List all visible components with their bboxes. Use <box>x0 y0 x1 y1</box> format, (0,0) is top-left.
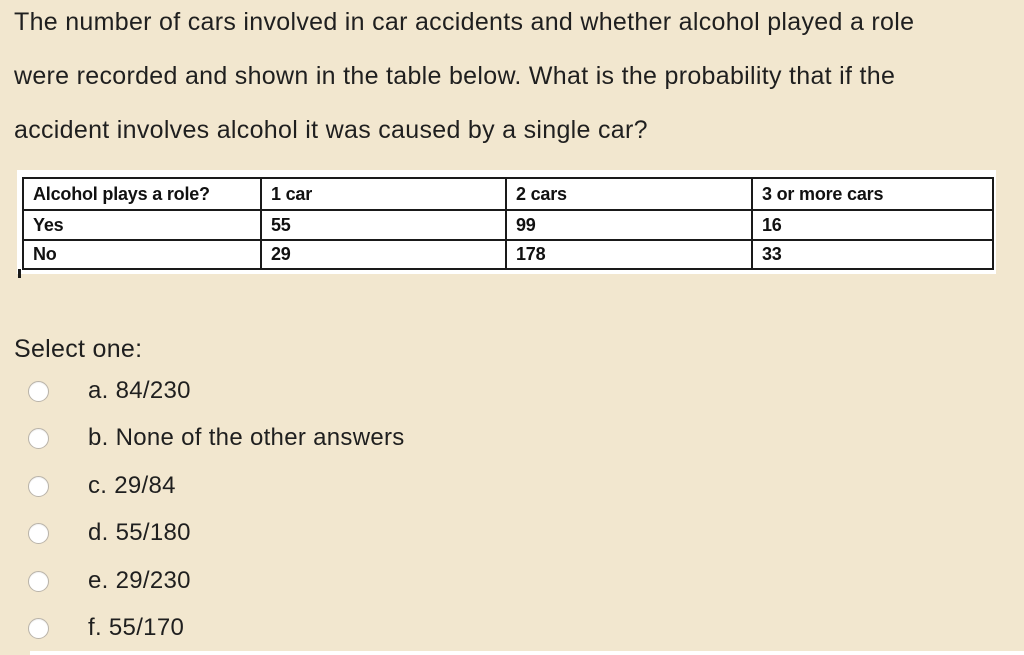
table-row <box>23 210 993 240</box>
table-cell: 99 <box>506 210 752 240</box>
table-cell: 55 <box>261 210 506 240</box>
option-row-a[interactable] <box>28 367 191 415</box>
option-row-d[interactable] <box>28 509 191 557</box>
option-row-e[interactable] <box>28 557 191 605</box>
option-row-f[interactable] <box>28 604 184 652</box>
radio-button-d[interactable] <box>28 523 49 544</box>
radio-button-f[interactable] <box>28 618 49 639</box>
table-header-row <box>23 178 993 210</box>
text-cursor-artifact <box>18 269 21 278</box>
data-table-image <box>17 170 996 274</box>
question-line: The number of cars involved in car accidents and whether alcohol played a role <box>14 8 915 36</box>
table-header-cell: Alcohol plays a role? <box>23 178 261 210</box>
question-text <box>14 0 1020 157</box>
table-cell: 178 <box>506 240 752 269</box>
option-f-label: f. 55/170 <box>88 614 185 641</box>
table-header-cell: 1 car <box>261 178 506 210</box>
radio-button-a[interactable] <box>28 381 49 402</box>
table-header-cell: 2 cars <box>506 178 752 210</box>
option-b-label: b. None of the other answers <box>88 424 405 451</box>
option-row-b[interactable] <box>28 414 405 462</box>
table-cell: 16 <box>752 210 993 240</box>
table-cell: 29 <box>261 240 506 269</box>
table-row <box>23 240 993 269</box>
table-header-cell: 3 or more cars <box>752 178 993 210</box>
option-d-label: d. 55/180 <box>88 519 191 546</box>
question-line: accident involves alcohol it was caused by a single car? <box>14 116 648 144</box>
option-c-label: c. 29/84 <box>88 472 176 499</box>
option-row-c[interactable] <box>28 462 176 510</box>
radio-button-e[interactable] <box>28 571 49 592</box>
select-one-label: Select one: <box>14 335 143 363</box>
table-cell: 33 <box>752 240 993 269</box>
radio-button-c[interactable] <box>28 476 49 497</box>
option-e-label: e. 29/230 <box>88 567 191 594</box>
table-cell: Yes <box>23 210 261 240</box>
bottom-white-strip <box>30 651 1024 655</box>
table-cell: No <box>23 240 261 269</box>
question-line: were recorded and shown in the table below. What is the probability that if the <box>14 62 896 90</box>
accidents-table <box>22 177 994 270</box>
radio-button-b[interactable] <box>28 428 49 449</box>
option-a-label: a. 84/230 <box>88 377 191 404</box>
